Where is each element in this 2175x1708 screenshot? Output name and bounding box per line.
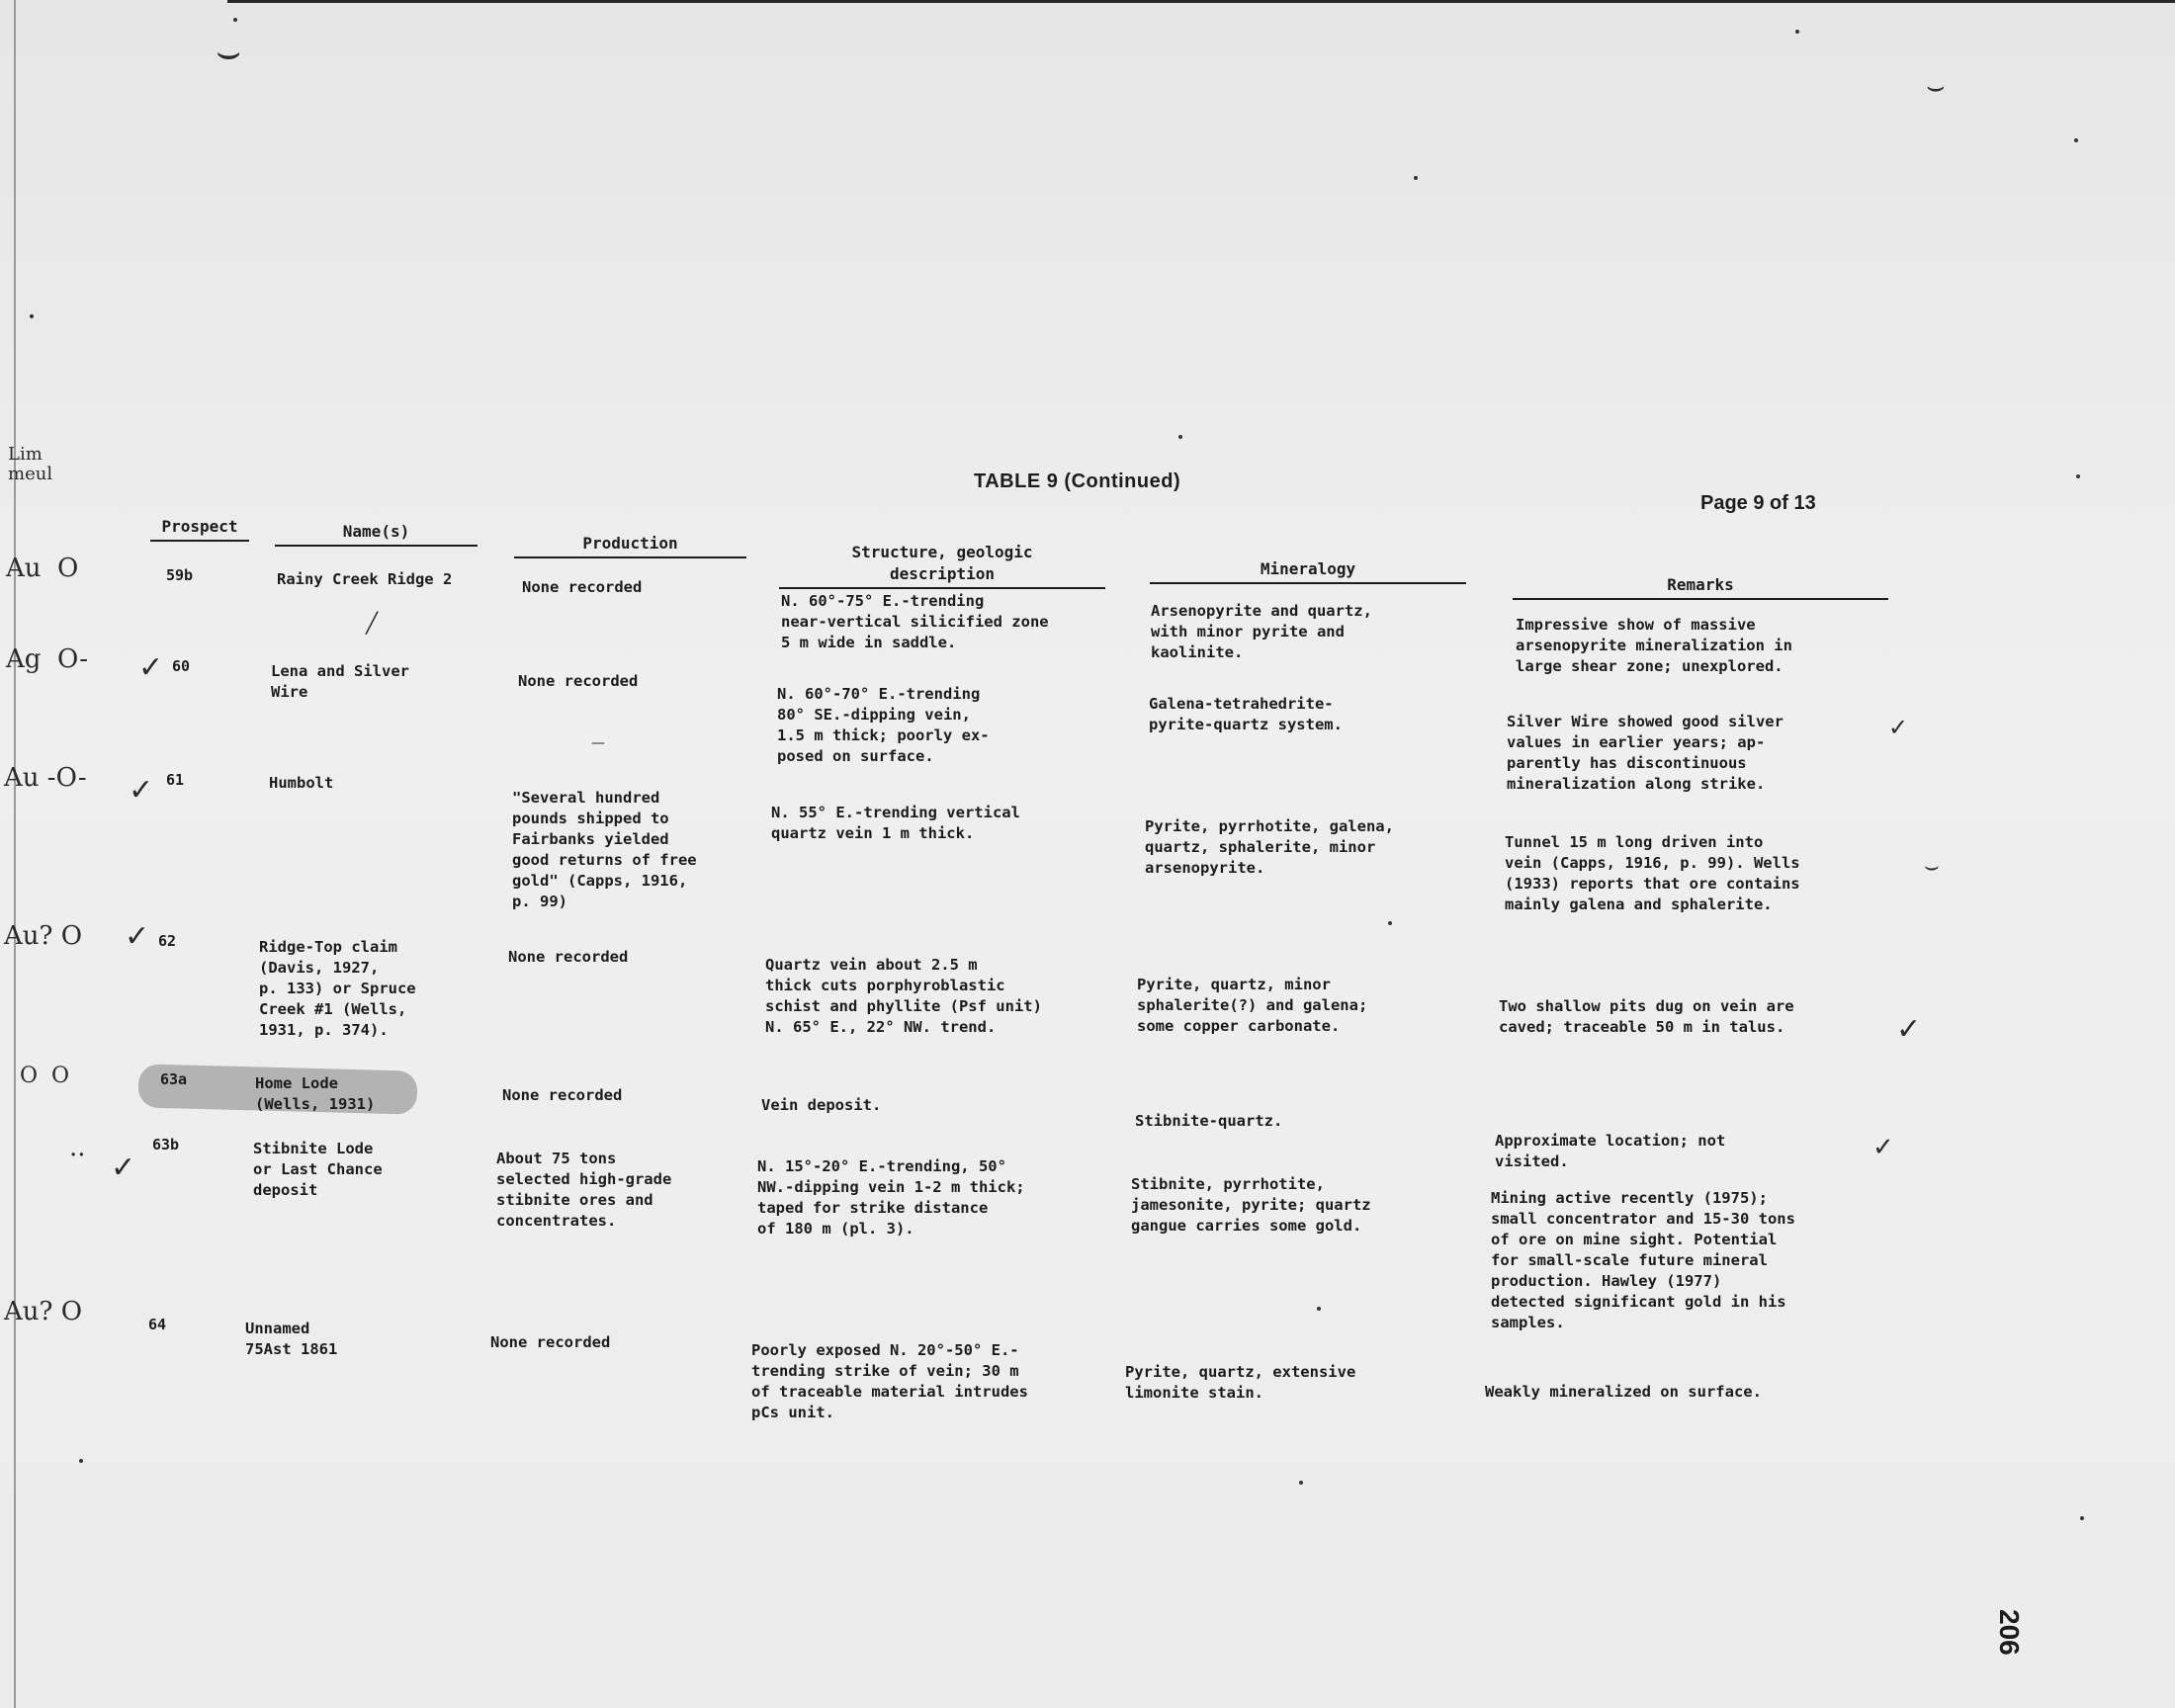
pen-tick-icon: ⌣ <box>1924 852 1940 880</box>
mineralogy-cell: Pyrite, quartz, extensive limonite stain. <box>1125 1363 1356 1402</box>
table-title: TABLE 9 (Continued) <box>974 470 1181 492</box>
prospect-cell: 64 <box>148 1316 167 1333</box>
scan-speck <box>1388 921 1392 925</box>
header-names: Name(s) <box>275 521 478 543</box>
prospect-cell: 63b <box>152 1136 180 1153</box>
remarks-cell: Tunnel 15 m long driven into vein (Capps, 1916, p. 99). Wells (1933) reports that ore contains mainly galena and sphalerite. <box>1505 833 1800 913</box>
scan-speck <box>1317 1307 1321 1311</box>
checkmark-icon: ✓ <box>125 919 150 954</box>
structure-cell: Quartz vein about 2.5 m thick cuts porphyroblastic schist and phyllite (Psf unit) N. 65° E., 22° NW. trend. <box>765 956 1042 1036</box>
remarks-cell: Weakly mineralized on surface. <box>1485 1383 1762 1401</box>
production-cell: None recorded <box>508 948 629 966</box>
structure-cell: Vein deposit. <box>761 1096 882 1114</box>
prospect-cell: 60 <box>172 657 191 675</box>
margin-note: Au -O- <box>4 763 87 793</box>
header-structure: Structure, geologic description <box>779 520 1105 585</box>
scan-speck <box>30 314 34 318</box>
checkmark-icon: ✓ <box>138 650 164 685</box>
production-cell: None recorded <box>502 1086 623 1104</box>
scan-speck <box>1414 176 1418 180</box>
margin-note: Au O <box>6 554 79 583</box>
header-mineralogy: Mineralogy <box>1150 558 1466 580</box>
scan-speck <box>1795 30 1799 34</box>
top-border-line <box>227 0 2175 3</box>
remarks-cell: Mining active recently (1975); small concentrator and 15-30 tons of ore on mine sight. Potential for small-scale future mineral production. Hawley (1977) detected significant gold in his samples. <box>1491 1189 1795 1331</box>
name-cell: Ridge-Top claim (Davis, 1927, p. 133) or Spruce Creek #1 (Wells, 1931, p. 374). <box>259 938 416 1039</box>
production-cell: None recorded <box>490 1333 611 1351</box>
prospect-cell: 63a <box>160 1070 188 1088</box>
checkmark-icon: ✓ <box>1872 1133 1894 1162</box>
margin-note: Ag O- <box>6 644 89 674</box>
remarks-cell: Impressive show of massive arsenopyrite mineralization in large shear zone; unexplored. <box>1516 616 1792 675</box>
remarks-cell: Approximate location; not visited. <box>1495 1132 1726 1170</box>
scan-speck <box>79 1459 83 1463</box>
scan-speck <box>1178 435 1182 439</box>
name-cell: Rainy Creek Ridge 2 <box>277 570 453 588</box>
structure-cell: N. 15°-20° E.-trending, 50° NW.-dipping vein 1-2 m thick; taped for strike distance of 180 m (pl. 3). <box>757 1157 1025 1238</box>
name-cell: Home Lode (Wells, 1931) <box>255 1074 376 1113</box>
checkmark-icon: ✓ <box>1896 1012 1922 1047</box>
mineralogy-cell: Arsenopyrite and quartz, with minor pyrite and kaolinite. <box>1151 602 1372 661</box>
name-cell: Stibnite Lode or Last Chance deposit <box>253 1140 383 1199</box>
margin-note: Au? O <box>4 1297 83 1326</box>
mineralogy-cell: Pyrite, quartz, minor sphalerite(?) and galena; some copper carbonate. <box>1137 976 1368 1035</box>
prospect-cell: 59b <box>166 566 194 584</box>
production-cell: About 75 tons selected high-grade stibnite ores and concentrates. <box>496 1150 672 1230</box>
production-cell: "Several hundred pounds shipped to Fairbanks yielded good returns of free gold" (Capps, 1916, p. 99) <box>512 789 697 910</box>
margin-note: O O <box>20 1064 70 1088</box>
header-production: Production <box>514 533 746 555</box>
scan-speck <box>1299 1481 1303 1485</box>
pen-stroke-icon: — <box>591 735 605 751</box>
header-prospect: Prospect <box>150 516 249 538</box>
name-cell: Lena and Silver Wire <box>271 662 409 701</box>
mineralogy-cell: Stibnite-quartz. <box>1135 1112 1283 1130</box>
margin-note: .. <box>69 1133 86 1162</box>
margin-note: Au? O <box>4 921 83 951</box>
structure-cell: N. 60°-70° E.-trending 80° SE.-dipping vein, 1.5 m thick; poorly ex- posed on surface. <box>777 685 990 765</box>
pen-curve-icon: ⌣ <box>216 30 242 75</box>
header-remarks: Remarks <box>1513 574 1888 596</box>
structure-cell: N. 55° E.-trending vertical quartz vein 1 m thick. <box>771 804 1020 842</box>
structure-cell: N. 60°-75° E.-trending near-vertical silicified zone 5 m wide in saddle. <box>781 592 1049 651</box>
checkmark-icon: ✓ <box>1888 714 1909 741</box>
prospect-cell: 62 <box>158 932 177 950</box>
pen-stroke-icon: ╱ <box>366 611 379 635</box>
prospect-cell: 61 <box>166 771 185 789</box>
scan-speck <box>2080 1516 2084 1520</box>
mineralogy-cell: Pyrite, pyrrhotite, galena, quartz, sphalerite, minor arsenopyrite. <box>1145 817 1394 877</box>
page-number: 206 <box>1994 1609 2025 1656</box>
scan-speck <box>2074 138 2078 142</box>
remarks-cell: Two shallow pits dug on vein are caved; traceable 50 m in talus. <box>1499 997 1794 1036</box>
remarks-cell: Silver Wire showed good silver values in earlier years; ap- parently has discontinuous mineralization along strike. <box>1507 713 1784 793</box>
name-cell: Unnamed 75Ast 1861 <box>245 1320 338 1358</box>
structure-cell: Poorly exposed N. 20°-50° E.- trending strike of vein; 30 m of traceable material intrudes pCs unit. <box>751 1341 1028 1421</box>
name-cell: Humbolt <box>269 774 334 792</box>
margin-note: Lim meul <box>8 444 53 484</box>
scan-speck <box>2076 474 2080 478</box>
pen-curve-icon: ⌣ <box>1926 69 1946 104</box>
page-label: Page 9 of 13 <box>1700 492 1816 514</box>
checkmark-icon: ✓ <box>129 773 154 808</box>
left-page-edge <box>14 0 16 1708</box>
production-cell: None recorded <box>518 672 639 690</box>
checkmark-icon: ✓ <box>111 1151 136 1185</box>
mineralogy-cell: Galena-tetrahedrite- pyrite-quartz system. <box>1149 695 1343 733</box>
production-cell: None recorded <box>522 578 643 596</box>
mineralogy-cell: Stibnite, pyrrhotite, jamesonite, pyrite; quartz gangue carries some gold. <box>1131 1175 1371 1235</box>
scan-speck <box>233 18 237 22</box>
